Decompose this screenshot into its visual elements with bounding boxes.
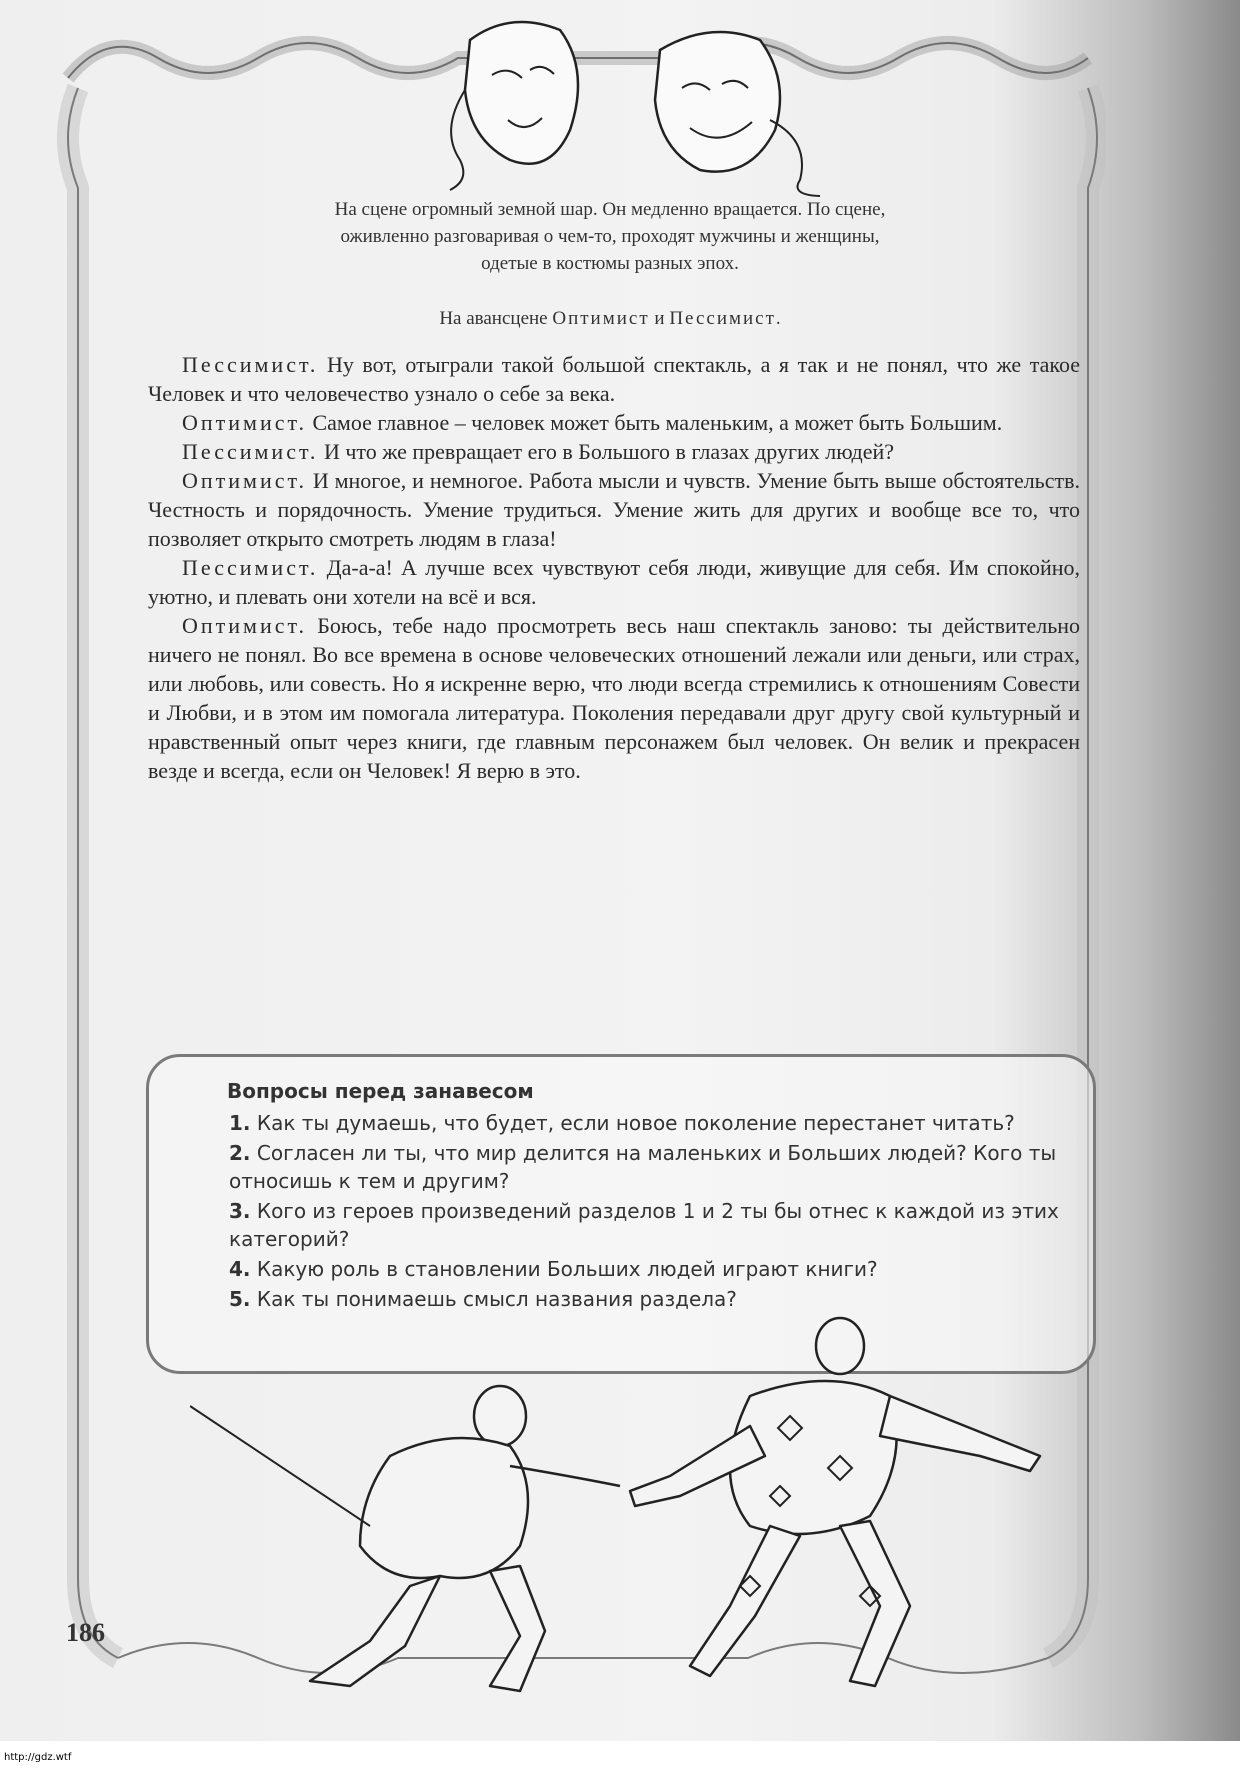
question-text: Согласен ли ты, что мир делится на маленьких и Больших людей? Кого ты относишь к тем и другим?	[229, 1141, 1057, 1193]
question-text: Как ты думаешь, что будет, если новое поколение перестанет читать?	[250, 1111, 1015, 1135]
question-number: 1.	[229, 1111, 251, 1135]
question-number: 5.	[229, 1287, 251, 1311]
theatre-masks-illustration	[430, 10, 830, 200]
questions-title: Вопросы перед занавесом	[227, 1079, 534, 1103]
speaker-name: Оптимист.	[182, 468, 307, 493]
question-text: Как ты понимаешь смысл названия раздела?	[250, 1287, 737, 1311]
question-number: 4.	[229, 1257, 251, 1281]
question-item	[229, 1139, 1065, 1195]
speech-text: Боюсь, тебе надо просмотреть весь наш спектакль заново: ты действительно ничего не понял. Во все времена в основе человеческих отношений лежали или деньги, или страх, или любовь, или совесть. Но я искренне верю, что люди всегда стремились к отношениям Совести и Любви, и в этом им помогала литература. Поколения передавали друг другу свой культурный и нравственный опыт через книги, где главным персонажем был человек. Он велик и прекрасен везде и всегда, если он Человек! Я верю в это.	[148, 613, 1080, 783]
speech-text: И что же превращает его в Большого в глазах других людей?	[318, 439, 895, 464]
dialogue-line	[148, 350, 1080, 408]
dialogue-line	[148, 408, 1080, 437]
dialogue-line	[148, 611, 1080, 785]
dialogue-line	[148, 437, 1080, 466]
question-item	[229, 1255, 1065, 1283]
speech-text: Ну вот, отыграли такой большой спектакль, а я так и не понял, что же такое Человек и что человечество узнало о себе за века.	[148, 352, 1080, 406]
stage-direction-line: оживленно разговаривая о чем-то, проходят мужчины и женщины,	[340, 226, 880, 247]
question-item	[229, 1197, 1065, 1253]
dialogue-text	[148, 350, 1080, 785]
proscenium-prefix: На авансцене	[439, 308, 553, 329]
proscenium-and: и	[649, 308, 670, 329]
speech-text: И многое, и немногое. Работа мысли и чувств. Умение быть выше обстоятельств. Честность и порядочность. Умение трудиться. Умение жить для других и вообще все то, что позволяет открыто смотреть людям в глаза!	[148, 468, 1080, 551]
question-number: 2.	[229, 1141, 251, 1165]
speech-text: Да-а-а! А лучше всех чувствуют себя люди, живущие для себя. Им спокойно, уютно, и плевать они хотели на всё и вся.	[148, 555, 1080, 609]
speaker-name: Пессимист.	[182, 439, 319, 464]
dialogue-line	[148, 553, 1080, 611]
speaker-name: Пессимист.	[182, 352, 319, 377]
question-number: 3.	[229, 1199, 251, 1223]
speaker-name: Оптимист.	[182, 410, 307, 435]
question-item	[229, 1109, 1065, 1137]
source-url[interactable]: http://gdz.wtf	[4, 1752, 72, 1763]
character-name-pessimist: Пессимист	[669, 308, 776, 329]
speaker-name: Пессимист.	[182, 555, 319, 580]
dialogue-line	[148, 466, 1080, 553]
question-text: Какую роль в становлении Больших людей играют книги?	[250, 1257, 878, 1281]
page-number: 186	[66, 1618, 105, 1647]
stage-direction	[160, 196, 1060, 277]
stage-direction-line: одетые в костюмы разных эпох.	[481, 253, 739, 274]
character-name-optimist: Оптимист	[552, 308, 650, 329]
question-text: Кого из героев произведений разделов 1 и 2 ты бы отнес к каждой из этих категорий?	[229, 1199, 1059, 1251]
speaker-name: Оптимист.	[182, 613, 307, 638]
running-figures-illustration	[190, 1286, 1110, 1706]
proscenium-end: .	[775, 308, 781, 329]
stage-direction-line: На сцене огромный земной шар. Он медленно вращается. По сцене,	[334, 199, 886, 220]
speech-text: Самое главное – человек может быть маленьким, а может быть Большим.	[306, 410, 1003, 435]
proscenium-direction	[160, 308, 1060, 330]
